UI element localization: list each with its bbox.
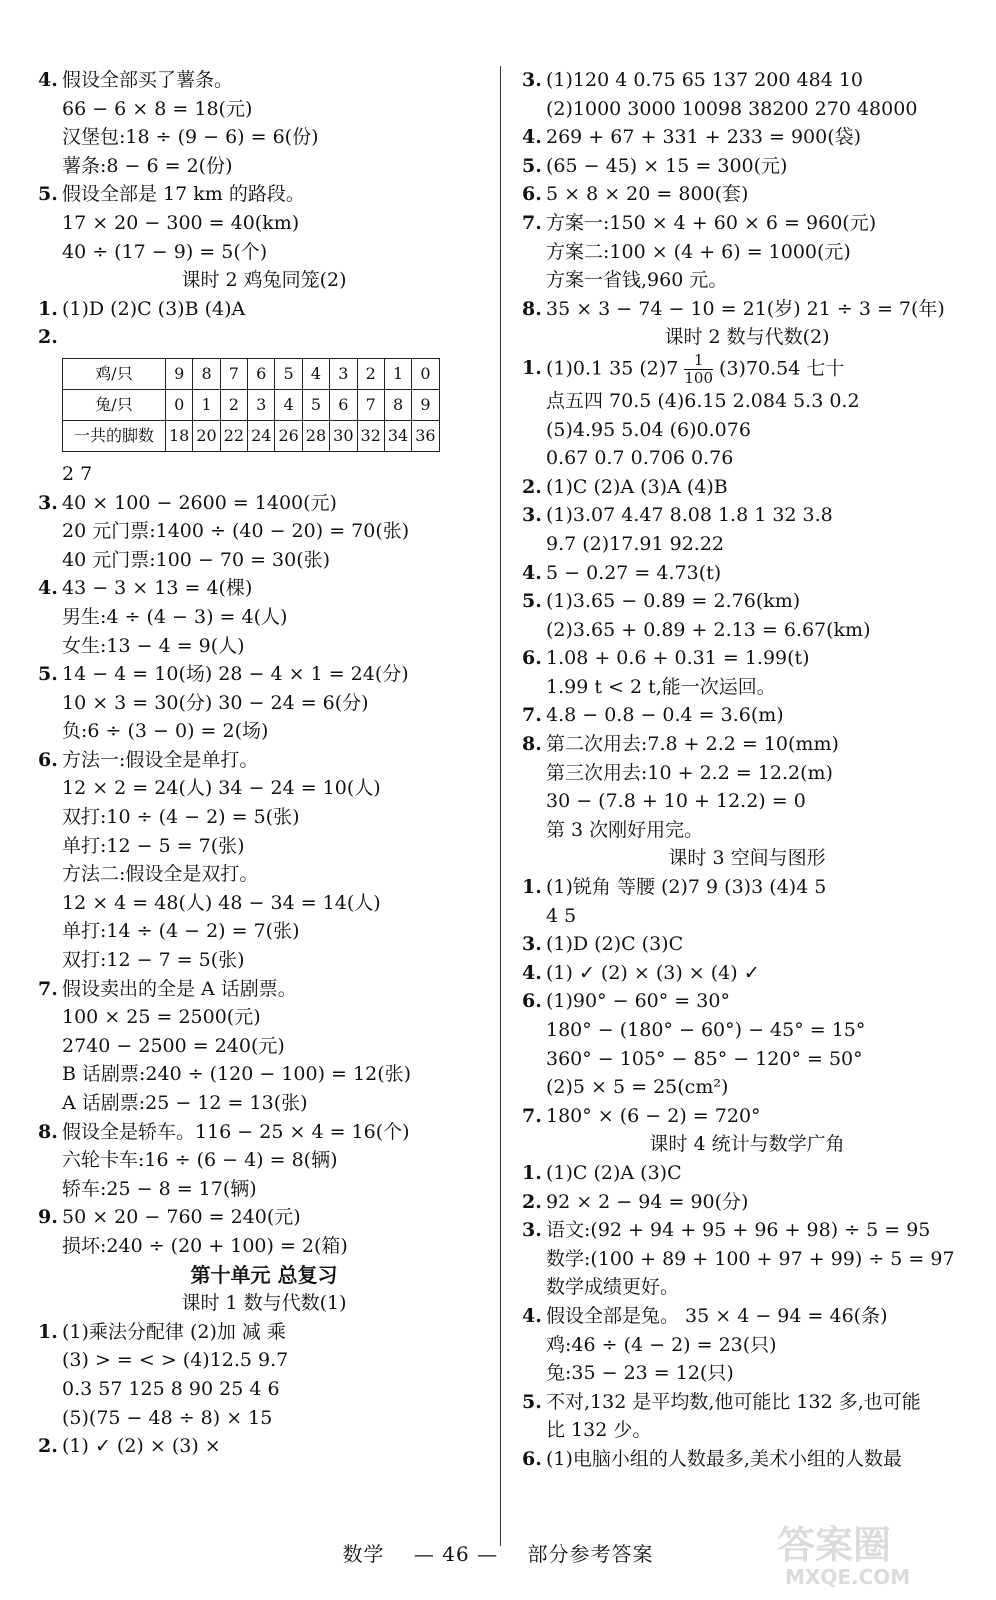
question-number: 1. [38, 1320, 58, 1343]
question-number: 2. [38, 1435, 58, 1458]
answer-line [522, 701, 972, 730]
answer-line [522, 530, 972, 559]
table-cell: 2 [220, 389, 247, 420]
answer-text: 40 × 100 − 2600 = 1400(元) [62, 491, 337, 514]
answer-line [38, 323, 490, 352]
answer-line [38, 152, 490, 181]
answer-line [38, 689, 490, 718]
table-cell: 34 [384, 420, 411, 451]
answer-text: 男生:4 ÷ (4 − 3) = 4(人) [62, 605, 288, 628]
answer-text: 薯条:8 − 6 = 2(份) [62, 154, 233, 177]
table-row [63, 358, 440, 389]
question-number: 7. [38, 977, 58, 1000]
answer-text: 负:6 ÷ (3 − 0) = 2(场) [62, 720, 269, 743]
answer-text: (3)70.54 七十 [719, 357, 845, 380]
answer-text: 1.99 t < 2 t,能一次运回。 [546, 675, 776, 698]
answer-text: 双打:12 − 7 = 5(张) [62, 949, 245, 972]
answer-text: (1)3.65 − 0.89 = 2.76(km) [546, 590, 801, 613]
question-number: 5. [38, 183, 58, 206]
answer-line [38, 180, 490, 209]
answer-text: 数学成绩更好。 [546, 1276, 680, 1299]
answer-line [38, 1432, 490, 1461]
answer-line [522, 209, 972, 238]
answer-line [522, 1016, 972, 1045]
answer-line [38, 1318, 490, 1347]
answer-text: 1.08 + 0.6 + 0.31 = 1.99(t) [546, 647, 810, 670]
answer-line [522, 1445, 972, 1474]
answer-line [522, 1302, 972, 1331]
row-header: 鸡/只 [63, 358, 166, 389]
question-number: 5. [38, 663, 58, 686]
answer-line [522, 787, 972, 816]
answer-line [522, 1245, 972, 1274]
answer-line [38, 803, 490, 832]
answer-line [522, 152, 972, 181]
answer-text: 66 − 6 × 8 = 18(元) [62, 97, 253, 120]
answer-line [522, 473, 972, 502]
answer-line [522, 1416, 972, 1445]
answer-text: (1)C (2)A (3)A (4)B [546, 475, 728, 498]
column-divider [500, 66, 501, 1546]
answer-line [38, 603, 490, 632]
left-column [38, 66, 490, 1461]
answer-text: 点五四 70.5 (4)6.15 2.084 5.3 0.2 [546, 389, 860, 412]
question-number: 3. [522, 504, 542, 527]
watermark-text-cn: 答案圈 [777, 1523, 892, 1567]
answer-text: (1)D (2)C (3)B (4)A [62, 297, 246, 320]
answer-line [522, 1388, 972, 1417]
table-cell: 20 [193, 420, 220, 451]
answer-line [522, 644, 972, 673]
answer-line [38, 1346, 490, 1375]
answer-line [522, 759, 972, 788]
question-number: 3. [522, 1219, 542, 1242]
answer-text: 方案一省钱,960 元。 [546, 269, 728, 292]
question-number: 6. [522, 990, 542, 1013]
answer-text: (1)电脑小组的人数最多,美术小组的人数最 [546, 1447, 902, 1470]
table-row [63, 389, 440, 420]
answer-line [38, 1203, 490, 1232]
table-cell: 8 [193, 358, 220, 389]
answer-line [522, 1045, 972, 1074]
answer-line [38, 517, 490, 546]
answer-text: 鸡:46 ÷ (4 − 2) = 23(只) [546, 1333, 777, 1356]
fraction [684, 352, 713, 387]
answer-line [38, 295, 490, 324]
answer-text: (3) > = < > (4)12.5 9.7 [62, 1349, 289, 1372]
answer-text: (2)5 × 5 = 25(cm²) [546, 1076, 729, 1099]
answer-line [522, 444, 972, 473]
answer-text: 假设全是轿车。116 − 25 × 4 = 16(个) [62, 1120, 410, 1143]
table-cell: 1 [384, 358, 411, 389]
table-cell: 8 [384, 389, 411, 420]
answer-text: (1)锐角 等腰 (2)7 9 (3)3 (4)4 5 [546, 876, 827, 899]
question-number: 3. [522, 933, 542, 956]
answer-line [522, 673, 972, 702]
answer-line [38, 123, 490, 152]
table-cell: 32 [357, 420, 384, 451]
table-cell: 24 [248, 420, 275, 451]
question-number: 4. [522, 561, 542, 584]
table-cell: 3 [330, 358, 357, 389]
answer-line [522, 295, 972, 324]
answer-text: 女生:13 − 4 = 9(人) [62, 634, 245, 657]
table-cell: 5 [275, 358, 302, 389]
question-number: 1. [522, 876, 542, 899]
answer-text: 0.3 57 125 8 90 25 4 6 [62, 1377, 280, 1400]
question-number: 6. [38, 748, 58, 771]
answer-line [38, 975, 490, 1004]
answer-line [522, 387, 972, 416]
answer-text: 不对,132 是平均数,他可能比 132 多,也可能 [546, 1390, 921, 1413]
answer-line [38, 1118, 490, 1147]
answer-line [38, 746, 490, 775]
answer-line [522, 1216, 972, 1245]
answer-line [522, 180, 972, 209]
answer-text: 轿车:25 − 8 = 17(辆) [62, 1177, 257, 1200]
question-number: 1. [522, 357, 542, 380]
table-cell: 6 [330, 389, 357, 420]
answer-text: 方法一:假设全是单打。 [62, 748, 259, 771]
question-number: 8. [522, 297, 542, 320]
question-number: 5. [522, 154, 542, 177]
table-cell: 7 [357, 389, 384, 420]
answer-text: 兔:35 − 23 = 12(只) [546, 1362, 734, 1385]
answer-text: 方案二:100 × (4 + 6) = 1000(元) [546, 240, 851, 263]
answer-line [38, 1232, 490, 1261]
fraction-numerator: 1 [684, 352, 713, 370]
answer-text: 9.7 (2)17.91 92.22 [546, 532, 724, 555]
answer-line [522, 930, 972, 959]
table-cell: 6 [248, 358, 275, 389]
question-number: 2. [522, 1190, 542, 1213]
answer-text: 17 × 20 − 300 = 40(km) [62, 211, 300, 234]
answer-text: 单打:14 ÷ (4 − 2) = 7(张) [62, 920, 300, 943]
answer-line [522, 902, 972, 931]
answer-text: 180° − (180° − 60°) − 45° = 15° [546, 1019, 866, 1041]
lesson-heading: 课时 3 空间与图形 [668, 847, 826, 870]
question-number: 2. [38, 326, 58, 349]
answer-text: 六轮卡车:16 ÷ (6 − 4) = 8(辆) [62, 1149, 338, 1172]
answer-line [522, 95, 972, 124]
answer-line [522, 66, 972, 95]
answer-text: 汉堡包:18 ÷ (9 − 6) = 6(份) [62, 126, 319, 149]
answer-text: 92 × 2 − 94 = 90(分) [546, 1190, 749, 1213]
answer-line [522, 730, 972, 759]
table-cell: 0 [412, 358, 439, 389]
row-header: 兔/只 [63, 389, 166, 420]
answer-line [522, 1331, 972, 1360]
table-cell: 2 [357, 358, 384, 389]
answer-text: (1)120 4 0.75 65 137 200 484 10 [546, 69, 863, 91]
answer-line [522, 1359, 972, 1388]
answer-line [522, 587, 972, 616]
answer-text: A 话剧票:25 − 12 = 13(张) [62, 1092, 308, 1114]
answer-text: 12 × 2 = 24(人) 34 − 24 = 10(人) [62, 777, 381, 800]
question-number: 6. [522, 183, 542, 206]
fraction-denominator: 100 [684, 368, 714, 387]
answer-text: 14 − 4 = 10(场) 28 − 4 × 1 = 24(分) [62, 663, 409, 686]
question-number: 9. [38, 1206, 58, 1229]
question-number: 6. [522, 1447, 542, 1470]
question-number: 7. [522, 704, 542, 727]
answer-text: 20 元门票:1400 ÷ (40 − 20) = 70(张) [62, 520, 410, 543]
watermark-text-url: MXQE.COM [785, 1565, 911, 1589]
answer-line [38, 1003, 490, 1032]
answer-line [38, 774, 490, 803]
answer-text: 40 ÷ (17 − 9) = 5(个) [62, 240, 268, 263]
question-number: 1. [38, 297, 58, 320]
answer-line [522, 416, 972, 445]
question-number: 6. [522, 647, 542, 670]
answer-text: 第三次用去:10 + 2.2 = 12.2(m) [546, 761, 833, 784]
question-number: 5. [522, 1390, 542, 1413]
answer-line [38, 574, 490, 603]
answer-text: 5 × 8 × 20 = 800(套) [546, 183, 749, 206]
answer-text: 比 132 少。 [546, 1419, 652, 1442]
answer-line [38, 889, 490, 918]
answer-text: 假设全部是 17 km 的路段。 [62, 183, 305, 206]
row-header: 一共的脚数 [63, 420, 166, 451]
answer-text: (1)D (2)C (3)C [546, 933, 684, 956]
chicken-rabbit-table [62, 358, 440, 452]
answer-text: (1)90° − 60° = 30° [546, 990, 730, 1013]
answer-text: (5)4.95 5.04 (6)0.076 [546, 418, 751, 441]
table-cell: 4 [302, 358, 329, 389]
question-number: 2. [522, 475, 542, 498]
answer-line [38, 489, 490, 518]
table-cell: 28 [302, 420, 329, 451]
table-cell: 4 [275, 389, 302, 420]
question-number: 8. [522, 733, 542, 756]
question-number: 4. [522, 961, 542, 984]
question-number: 4. [522, 126, 542, 149]
answer-line [522, 123, 972, 152]
footer-section: 部分参考答案 [527, 1542, 654, 1566]
table-cell: 7 [220, 358, 247, 389]
answer-text: 方案一:150 × 4 + 60 × 6 = 960(元) [546, 211, 877, 234]
answer-line [38, 946, 490, 975]
answer-text: 双打:10 ÷ (4 − 2) = 5(张) [62, 806, 300, 829]
answer-text: 假设全部是兔。 35 × 4 − 94 = 46(条) [546, 1304, 888, 1327]
answer-text: 假设全部买了薯条。 [62, 69, 234, 91]
answer-text: 4 5 [546, 904, 577, 927]
answer-line [38, 832, 490, 861]
answer-line [38, 1375, 490, 1404]
answer-text: 2740 − 2500 = 240(元) [62, 1034, 285, 1057]
answer-line [38, 717, 490, 746]
answer-text: (65 − 45) × 15 = 300(元) [546, 154, 788, 177]
table-cell: 3 [248, 389, 275, 420]
answer-text: 方法二:假设全是双打。 [62, 863, 259, 886]
answer-text: 50 × 20 − 760 = 240(元) [62, 1206, 301, 1229]
table-cell: 22 [220, 420, 247, 451]
lesson-heading: 课时 2 鸡兔同笼(2) [181, 269, 347, 292]
answer-text: 语文:(92 + 94 + 95 + 96 + 98) ÷ 5 = 95 [546, 1219, 931, 1242]
question-number: 4. [38, 577, 58, 600]
question-number: 8. [38, 1120, 58, 1143]
answer-line [522, 238, 972, 267]
answer-line [38, 209, 490, 238]
table-cell: 30 [330, 420, 357, 451]
answer-line [522, 959, 972, 988]
answer-line [522, 987, 972, 1016]
answer-line [38, 546, 490, 575]
answer-text: (1) ✓ (2) × (3) × [62, 1435, 221, 1458]
answer-text: 4.8 − 0.8 − 0.4 = 3.6(m) [546, 704, 784, 727]
answer-line [38, 1175, 490, 1204]
answer-text: (2)1000 3000 10098 38200 270 48000 [546, 97, 918, 120]
table-cell: 26 [275, 420, 302, 451]
unit-heading: 第十单元 总复习 [190, 1262, 338, 1287]
lesson-heading: 课时 2 数与代数(2) [664, 326, 830, 349]
answer-line [522, 559, 972, 588]
table-cell: 1 [193, 389, 220, 420]
watermark-logo [771, 1518, 976, 1590]
table-cell: 9 [412, 389, 439, 420]
answer-text: (1)乘法分配律 (2)加 减 乘 [62, 1320, 286, 1343]
answer-line [522, 1273, 972, 1302]
answer-line [522, 1073, 972, 1102]
answer-text: 单打:12 − 5 = 7(张) [62, 834, 245, 857]
answer-text: 12 × 4 = 48(人) 48 − 34 = 14(人) [62, 891, 381, 914]
answer-line [522, 352, 972, 387]
answer-line [38, 1404, 490, 1433]
answer-text: 100 × 25 = 2500(元) [62, 1006, 261, 1029]
answer-text: (2)3.65 + 0.89 + 2.13 = 6.67(km) [546, 618, 871, 641]
answer-text: 2 7 [62, 462, 93, 485]
question-number: 7. [522, 211, 542, 234]
answer-text: (1)3.07 4.47 8.08 1.8 1 32 3.8 [546, 504, 833, 527]
answer-text: (1)0.1 35 (2)7 [546, 357, 679, 380]
table-cell: 36 [412, 420, 439, 451]
answer-text: 数学:(100 + 89 + 100 + 97 + 99) ÷ 5 = 97 [546, 1247, 955, 1270]
answer-line [38, 95, 490, 124]
answer-text: 360° − 105° − 85° − 120° = 50° [546, 1047, 863, 1070]
question-number: 3. [522, 69, 542, 91]
answer-text: 第二次用去:7.8 + 2.2 = 10(mm) [546, 733, 839, 756]
answer-text: 43 − 3 × 13 = 4(棵) [62, 577, 253, 600]
answer-text: (1)C (2)A (3)C [546, 1161, 682, 1184]
table-cell: 9 [166, 358, 193, 389]
answer-line [38, 460, 490, 489]
footer-subject: 数学 [342, 1542, 385, 1566]
answer-line [522, 1102, 972, 1131]
question-number: 5. [522, 590, 542, 613]
footer-page-number: — 46 — [413, 1542, 499, 1566]
table-cell: 5 [302, 389, 329, 420]
question-number: 1. [522, 1161, 542, 1184]
right-column [522, 66, 972, 1474]
question-number: 7. [522, 1104, 542, 1127]
answer-text: 损坏:240 ÷ (20 + 100) = 2(箱) [62, 1234, 348, 1257]
answer-line [522, 266, 972, 295]
answer-line [38, 238, 490, 267]
answer-text: 10 × 3 = 30(分) 30 − 24 = 6(分) [62, 691, 369, 714]
table-cell: 0 [166, 389, 193, 420]
answer-text: 第 3 次刚好用完。 [546, 818, 704, 841]
answer-text: 180° × (6 − 2) = 720° [546, 1104, 761, 1127]
answer-line [38, 1060, 490, 1089]
answer-line [38, 1032, 490, 1061]
answer-line [522, 873, 972, 902]
answer-line [522, 501, 972, 530]
answer-line [522, 1159, 972, 1188]
answer-text: 269 + 67 + 331 + 233 = 900(袋) [546, 126, 862, 149]
answer-line [38, 1146, 490, 1175]
answer-line [38, 917, 490, 946]
lesson-heading: 课时 1 数与代数(1) [181, 1292, 347, 1315]
answer-text: 5 − 0.27 = 4.73(t) [546, 561, 722, 584]
question-number: 4. [522, 1304, 542, 1327]
answer-text: 35 × 3 − 74 − 10 = 21(岁) 21 ÷ 3 = 7(年) [546, 297, 945, 320]
answer-text: 假设卖出的全是 A 话剧票。 [62, 977, 297, 1000]
answer-line [38, 66, 490, 95]
answer-line [38, 632, 490, 661]
answer-line [522, 1188, 972, 1217]
question-number: 4. [38, 69, 58, 91]
answer-text: 0.67 0.7 0.706 0.76 [546, 447, 734, 470]
lesson-heading: 课时 4 统计与数学广角 [649, 1133, 845, 1156]
answer-text: (1) ✓ (2) × (3) × (4) ✓ [546, 961, 760, 984]
answer-text: (5)(75 − 48 ÷ 8) × 15 [62, 1406, 273, 1429]
question-number: 3. [38, 491, 58, 514]
answer-text: 30 − (7.8 + 10 + 12.2) = 0 [546, 790, 806, 813]
table-row [63, 420, 440, 451]
answer-line [38, 660, 490, 689]
answer-line [522, 616, 972, 645]
answer-line [522, 816, 972, 845]
table-cell: 18 [166, 420, 193, 451]
answer-text: B 话剧票:240 ÷ (120 − 100) = 12(张) [62, 1063, 412, 1086]
answer-line [38, 860, 490, 889]
answer-text: 40 元门票:100 − 70 = 30(张) [62, 548, 331, 571]
answer-line [38, 1089, 490, 1118]
